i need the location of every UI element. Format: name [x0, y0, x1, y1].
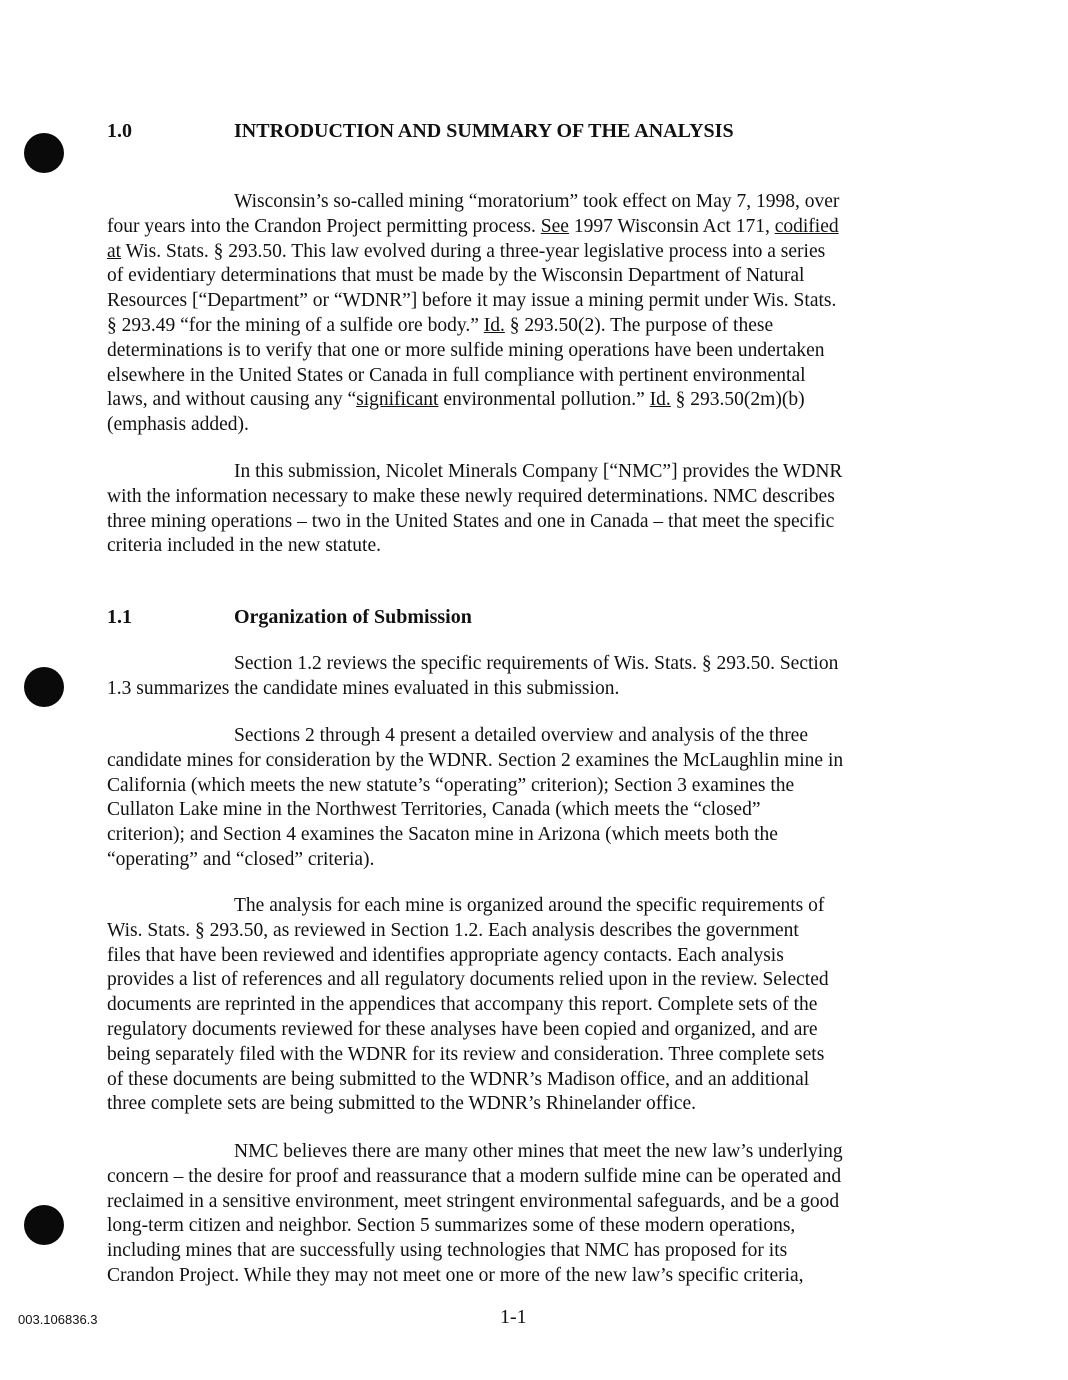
text-line: § 293.49 “for the mining of a sulfide ore body.” Id. § 293.50(2). The purpose of these — [107, 314, 774, 336]
text-line: (emphasis added). — [107, 414, 249, 436]
text-line: being separately filed with the WDNR for its review and consideration. Three complete sets — [107, 1043, 825, 1065]
text-line: files that have been reviewed and identifies appropriate agency contacts. Each analysis — [107, 944, 784, 966]
text-line: Crandon Project. While they may not meet one or more of the new law’s specific criteria, — [107, 1264, 804, 1286]
text-line: Sections 2 through 4 present a detailed overview and analysis of the three — [234, 725, 808, 746]
paragraph — [107, 724, 947, 873]
section-title: INTRODUCTION AND SUMMARY OF THE ANALYSIS — [234, 120, 734, 142]
text-line: NMC believes there are many other mines that meet the new law’s underlying — [234, 1141, 843, 1162]
section-number: 1.1 — [107, 606, 132, 628]
section-number: 1.0 — [107, 120, 132, 142]
text-line: provides a list of references and all regulatory documents relied upon in the review. Selected — [107, 969, 829, 991]
text-line: with the information necessary to make these newly required determinations. NMC describes — [107, 485, 835, 507]
punch-hole-bottom — [24, 1205, 64, 1245]
text-line: Section 1.2 reviews the specific requirements of Wis. Stats. § 293.50. Section — [234, 653, 839, 674]
document-id: 003.106836.3 — [18, 1312, 98, 1327]
text-line: concern – the desire for proof and reassurance that a modern sulfide mine can be operated and — [107, 1165, 842, 1187]
text-line: reclaimed in a sensitive environment, meet stringent environmental safeguards, and be a good — [107, 1190, 840, 1212]
page-number: 1-1 — [500, 1306, 527, 1328]
text-line: determinations is to verify that one or more sulfide mining operations have been undertaken — [107, 339, 825, 361]
text-line: Cullaton Lake mine in the Northwest Territories, Canada (which meets the “closed” — [107, 799, 761, 821]
text-line: The analysis for each mine is organized around the specific requirements of — [234, 895, 825, 916]
punch-hole-middle — [24, 667, 64, 707]
emphasis-significant: significant — [356, 389, 439, 411]
text-line: three mining operations – two in the United States and one in Canada – that meet the specific — [107, 510, 835, 532]
paragraph — [107, 652, 947, 702]
text-line: 1.3 summarizes the candidate mines evaluated in this submission. — [107, 677, 620, 699]
text-line: Wis. Stats. § 293.50, as reviewed in Section 1.2. Each analysis describes the government — [107, 919, 799, 941]
citation-signal-id: Id. — [483, 314, 505, 336]
text-line: Resources [“Department” or “WDNR”] before it may issue a mining permit under Wis. Stats. — [107, 290, 837, 312]
text-line: documents are reprinted in the appendices that accompany this report. Complete sets of the — [107, 994, 818, 1016]
text-line: four years into the Crandon Project permitting process. See 1997 Wisconsin Act 171, codified — [107, 215, 839, 237]
text-line: including mines that are successfully using technologies that NMC has proposed for its — [107, 1240, 788, 1262]
text-line: regulatory documents reviewed for these analyses have been copied and organized, and are — [107, 1018, 818, 1040]
section-title: Organization of Submission — [234, 606, 472, 628]
citation-signal-see: See — [540, 215, 569, 237]
citation-signal-id: Id. — [649, 389, 671, 411]
text-line: of evidentiary determinations that must be made by the Wisconsin Department of Natural — [107, 265, 805, 287]
punch-hole-top — [24, 133, 64, 173]
text-line: candidate mines for consideration by the WDNR. Section 2 examines the McLaughlin mine in — [107, 749, 844, 771]
text-line: laws, and without causing any “significant environmental pollution.” Id. § 293.50(2m)(b) — [107, 389, 805, 411]
text-line: criteria included in the new statute. — [107, 535, 381, 557]
text-line: criterion); and Section 4 examines the Sacaton mine in Arizona (which meets both the — [107, 824, 778, 846]
text-line: “operating” and “closed” criteria). — [107, 848, 375, 870]
text-line: California (which meets the new statute’s “operating” criterion); Section 3 examines the — [107, 774, 795, 796]
paragraph — [107, 190, 947, 438]
paragraph — [107, 1140, 947, 1289]
text-line: three complete sets are being submitted to the WDNR’s Rhinelander office. — [107, 1093, 696, 1115]
paragraph — [107, 460, 947, 559]
text-line: at Wis. Stats. § 293.50. This law evolved during a three-year legislative process into a series — [107, 240, 826, 262]
text-line: In this submission, Nicolet Minerals Company [“NMC”] provides the WDNR — [234, 461, 843, 482]
text-line: elsewhere in the United States or Canada in full compliance with pertinent environmental — [107, 364, 806, 386]
text-line: Wisconsin’s so-called mining “moratorium” took effect on May 7, 1998, over — [234, 191, 840, 212]
text-line: of these documents are being submitted to the WDNR’s Madison office, and an additional — [107, 1068, 810, 1090]
citation-signal-codified: codified — [774, 215, 839, 237]
paragraph — [107, 894, 947, 1117]
text-line: long-term citizen and neighbor. Section 5 summarizes some of these modern operations, — [107, 1215, 796, 1237]
citation-signal-at: at — [107, 240, 122, 262]
